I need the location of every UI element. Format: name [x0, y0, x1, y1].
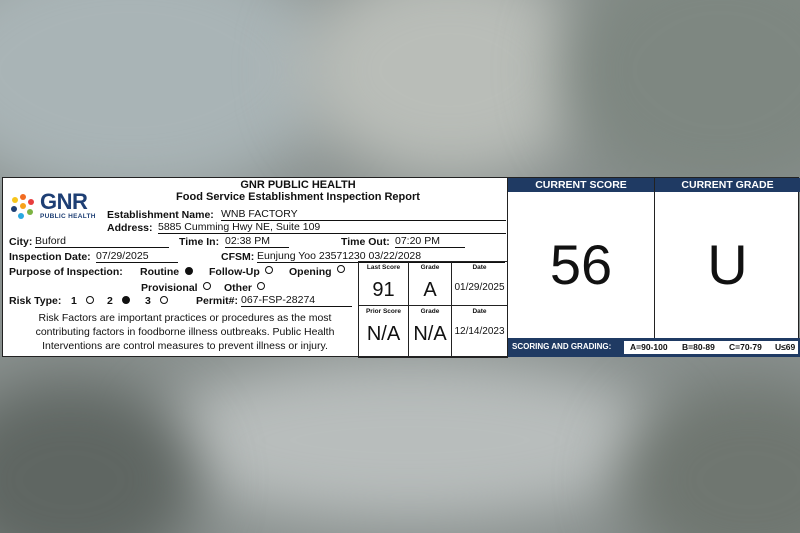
prior-date-cell — [452, 306, 508, 358]
routine-radio[interactable] — [185, 267, 193, 275]
last-score-value: 91 — [372, 279, 395, 301]
risk-2-radio[interactable] — [122, 296, 130, 304]
address-label: Address: — [107, 222, 153, 234]
inspection-date-value: 07/29/2025 — [96, 250, 178, 263]
cfsm-value: Eunjung Yoo 23571230 03/22/2028 — [257, 250, 505, 263]
inspection-date-label: Inspection Date: — [9, 251, 91, 263]
risk-2-label: 2 — [107, 295, 113, 307]
time-in-label: Time In: — [179, 236, 220, 248]
risk-1-label: 1 — [71, 295, 77, 307]
grade-b-range: B=80-89 — [682, 342, 715, 352]
risk-3-radio[interactable] — [160, 296, 168, 304]
last-score-cell — [359, 262, 409, 306]
opening-radio[interactable] — [337, 265, 345, 273]
last-date-cell — [452, 262, 508, 306]
permit-value: 067-FSP-28274 — [241, 294, 352, 307]
city-value: Buford — [35, 235, 169, 248]
grading-title: SCORING AND GRADING: — [512, 342, 612, 351]
address-value: 5885 Cumming Hwy NE, Suite 109 — [158, 221, 506, 234]
scoring-grading-bar — [508, 338, 800, 357]
current-score-value: 56 — [549, 233, 613, 296]
current-score-header: CURRENT SCORE — [508, 178, 654, 192]
cfsm-label: CFSM: — [221, 251, 255, 263]
time-out-value: 07:20 PM — [395, 235, 465, 248]
prior-score-caption: Prior Score — [365, 308, 402, 315]
last-grade-value: A — [423, 279, 437, 301]
last-date-value: 01/29/2025 — [454, 282, 505, 293]
purpose-routine-label: Routine — [140, 266, 180, 278]
inspection-report-card — [2, 177, 799, 357]
grade-a-range: A=90-100 — [630, 342, 668, 352]
time-out-label: Time Out: — [341, 236, 390, 248]
gnr-logo — [9, 190, 101, 224]
logo-text: GNR — [40, 189, 88, 214]
prior-grade-cell — [409, 306, 452, 358]
current-grade-value: U — [707, 233, 748, 296]
provisional-radio[interactable] — [203, 282, 211, 290]
risk-3-label: 3 — [145, 295, 151, 307]
score-history-table — [358, 261, 508, 358]
last-grade-caption: Grade — [420, 264, 440, 271]
other-radio[interactable] — [257, 282, 265, 290]
prior-grade-value: N/A — [413, 323, 447, 345]
agency-name: GNR PUBLIC HEALTH — [240, 179, 356, 191]
followup-radio[interactable] — [265, 266, 273, 274]
current-grade-header: CURRENT GRADE — [655, 178, 800, 192]
time-in-value: 02:38 PM — [225, 235, 289, 248]
city-label: City: — [9, 236, 33, 248]
establishment-label: Establishment Name: — [107, 209, 214, 221]
last-grade-cell — [409, 262, 452, 306]
current-score-panel — [507, 178, 800, 357]
risk-1-radio[interactable] — [86, 296, 94, 304]
risk-type-label: Risk Type: — [9, 295, 62, 307]
gnr-logo-mark-icon — [9, 192, 37, 220]
permit-label: Permit#: — [196, 295, 239, 307]
prior-score-value: N/A — [366, 323, 401, 345]
risk-factors-note: Risk Factors are important practices or procedures as the most contributing factors in foodborne illness outbreaks. Public Health Interventions are control measures to prevent illness or injury. — [35, 312, 335, 352]
purpose-followup-label: Follow-Up — [209, 266, 260, 278]
report-title: Food Service Establishment Inspection Report — [176, 191, 420, 203]
logo-subtext: PUBLIC HEALTH — [40, 213, 96, 220]
purpose-label: Purpose of Inspection: — [9, 266, 123, 278]
grade-u-range: U≤69 — [775, 342, 796, 352]
prior-date-caption: Date — [472, 308, 487, 315]
establishment-value: WNB FACTORY — [221, 208, 506, 221]
grade-c-range: C=70-79 — [729, 342, 762, 352]
prior-date-value: 12/14/2023 — [454, 326, 505, 337]
grading-scale — [624, 341, 798, 354]
last-score-caption: Last Score — [366, 264, 401, 271]
purpose-opening-label: Opening — [289, 266, 332, 278]
purpose-provisional-label: Provisional — [141, 282, 198, 294]
purpose-other-label: Other — [224, 282, 253, 294]
prior-score-cell — [359, 306, 409, 358]
last-date-caption: Date — [472, 264, 487, 271]
prior-grade-caption: Grade — [420, 308, 440, 315]
